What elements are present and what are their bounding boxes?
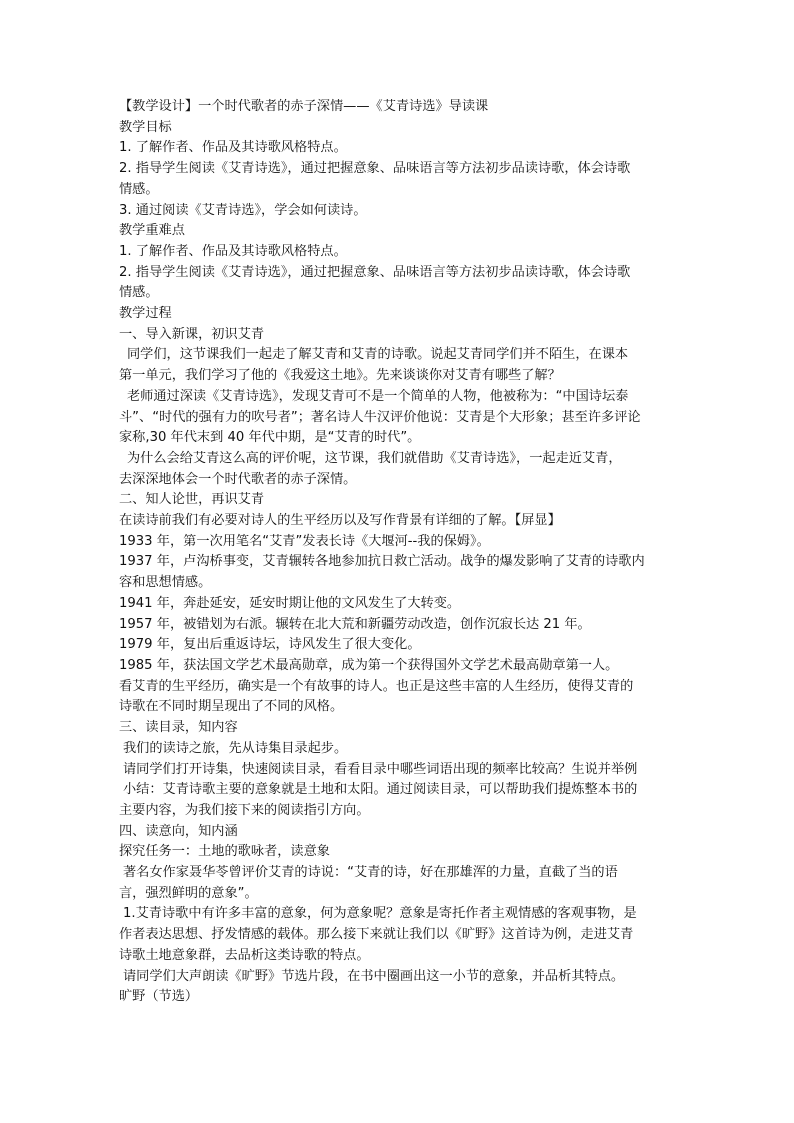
document-title: 【教学设计】一个时代歌者的赤子深情——《艾青诗选》导读课: [119, 99, 489, 114]
key-point-line: 情感。: [119, 285, 159, 301]
paragraph-line: 言，强烈鲜明的意象”。: [119, 885, 258, 901]
paragraph-line: 去深深地体会一个时代歌者的赤子深情。: [119, 471, 357, 487]
paragraph-line: 诗歌土地意象群，去品析这类诗歌的特点。: [119, 947, 370, 963]
part4-heading: 四、读意向，知内涵: [119, 823, 238, 839]
paragraph-line: 探究任务一：土地的歌咏者，读意象: [119, 844, 330, 860]
paragraph-line: 1.艾青诗歌中有许多丰富的意象，何为意象呢？意象是寄托作者主观情感的客观事物，是: [123, 906, 637, 922]
paragraph-line: 诗歌在不同时期呈现出了不同的风格。: [119, 699, 344, 715]
section-heading-process: 教学过程: [119, 306, 172, 322]
paragraph-line: 看艾青的生平经历，确实是一个有故事的诗人。也正是这些丰富的人生经历，使得艾青的: [119, 678, 634, 694]
part1-heading: 一、导入新课，初识艾青: [119, 326, 265, 342]
paragraph-line: 家称,30 年代末到 40 年代中期，是“艾青的时代”。: [119, 430, 421, 446]
timeline-line: 1957 年，被错划为右派。辗转在北大荒和新疆劳动改造，创作沉寂长达 21 年。: [119, 616, 591, 632]
timeline-line: 1941 年，奔赴延安，延安时期让他的文风发生了大转变。: [119, 595, 461, 611]
paragraph-line: 第一单元，我们学习了他的《我爱这土地》。先来谈谈你对艾青有哪些了解？: [119, 368, 561, 384]
goal-line: 2. 指导学生阅读《艾青诗选》，通过把握意象、品味语言等方法初步品读诗歌，体会诗歌: [119, 161, 631, 177]
paragraph-line: 作者表达思想、抒发情感的载体。那么接下来就让我们以《旷野》这首诗为例，走进艾青: [119, 927, 634, 943]
timeline-line: 容和思想情感。: [119, 575, 212, 591]
paragraph-line: 老师通过深读《艾青诗选》，发现艾青可不是一个简单的人物，他被称为：“中国诗坛泰: [127, 388, 629, 404]
key-point-line: 1. 了解作者、作品及其诗歌风格特点。: [119, 243, 347, 259]
timeline-line: 1933 年，第一次用笔名“艾青”发表长诗《大堰河--我的保姆》。: [119, 533, 490, 549]
key-point-line: 2. 指导学生阅读《艾青诗选》，通过把握意象、品味语言等方法初步品读诗歌，体会诗歌: [119, 264, 631, 280]
paragraph-line: 小结：艾青诗歌主要的意象就是土地和太阳。通过阅读目录，可以帮助我们提炼整本书的: [123, 782, 638, 798]
timeline-line: 1979 年，复出后重返诗坛，诗风发生了很大变化。: [119, 637, 421, 653]
goal-line: 情感。: [119, 181, 159, 197]
document-page: [119, 97, 679, 1008]
paragraph-line: 为什么会给艾青这么高的评价呢，这节课，我们就借助《艾青诗选》，一起走近艾青，: [127, 450, 622, 466]
paragraph-line: 主要内容，为我们接下来的阅读指引方向。: [119, 802, 370, 818]
timeline-line: 1985 年，获法国文学艺术最高勋章，成为第一个获得国外文学艺术最高勋章第一人。: [119, 657, 619, 673]
timeline-line: 1937 年，卢沟桥事变，艾青辗转各地参加抗日救亡活动。战争的爆发影响了艾青的诗歌内: [119, 554, 645, 570]
poem-title: 旷野（节选）: [119, 989, 199, 1005]
paragraph-line: 请同学们大声朗读《旷野》节选片段，在书中圈画出这一小节的意象，并品析其特点。: [123, 968, 625, 984]
paragraph-line: 同学们，这节课我们一起走了解艾青和艾青的诗歌。说起艾青同学们并不陌生，在课本: [127, 347, 629, 363]
goal-line: 1. 了解作者、作品及其诗歌风格特点。: [119, 140, 347, 156]
part2-heading: 二、知人论世，再识艾青: [119, 492, 265, 508]
paragraph-line: 在读诗前我们有必要对诗人的生平经历以及写作背景有详细的了解。【屏显】: [119, 513, 561, 529]
section-heading-goals: 教学目标: [119, 119, 172, 135]
section-heading-key-points: 教学重难点: [119, 223, 185, 239]
paragraph-line: 著名女作家聂华苓曾评价艾青的诗说：“艾青的诗，好在那雄浑的力量，直截了当的语: [123, 865, 618, 881]
paragraph-line: 请同学们打开诗集，快速阅读目录，看看目录中哪些词语出现的频率比较高？生说并举例: [123, 761, 638, 777]
part3-heading: 三、读目录，知内容: [119, 720, 238, 736]
goal-line: 3. 通过阅读《艾青诗选》，学会如何读诗。: [119, 202, 367, 218]
paragraph-line: 我们的读诗之旅，先从诗集目录起步。: [123, 740, 348, 756]
paragraph-line: 斗”、“时代的强有力的吹号者”；著名诗人牛汉评价他说：艾青是个大形象；甚至许多评论: [119, 409, 641, 425]
